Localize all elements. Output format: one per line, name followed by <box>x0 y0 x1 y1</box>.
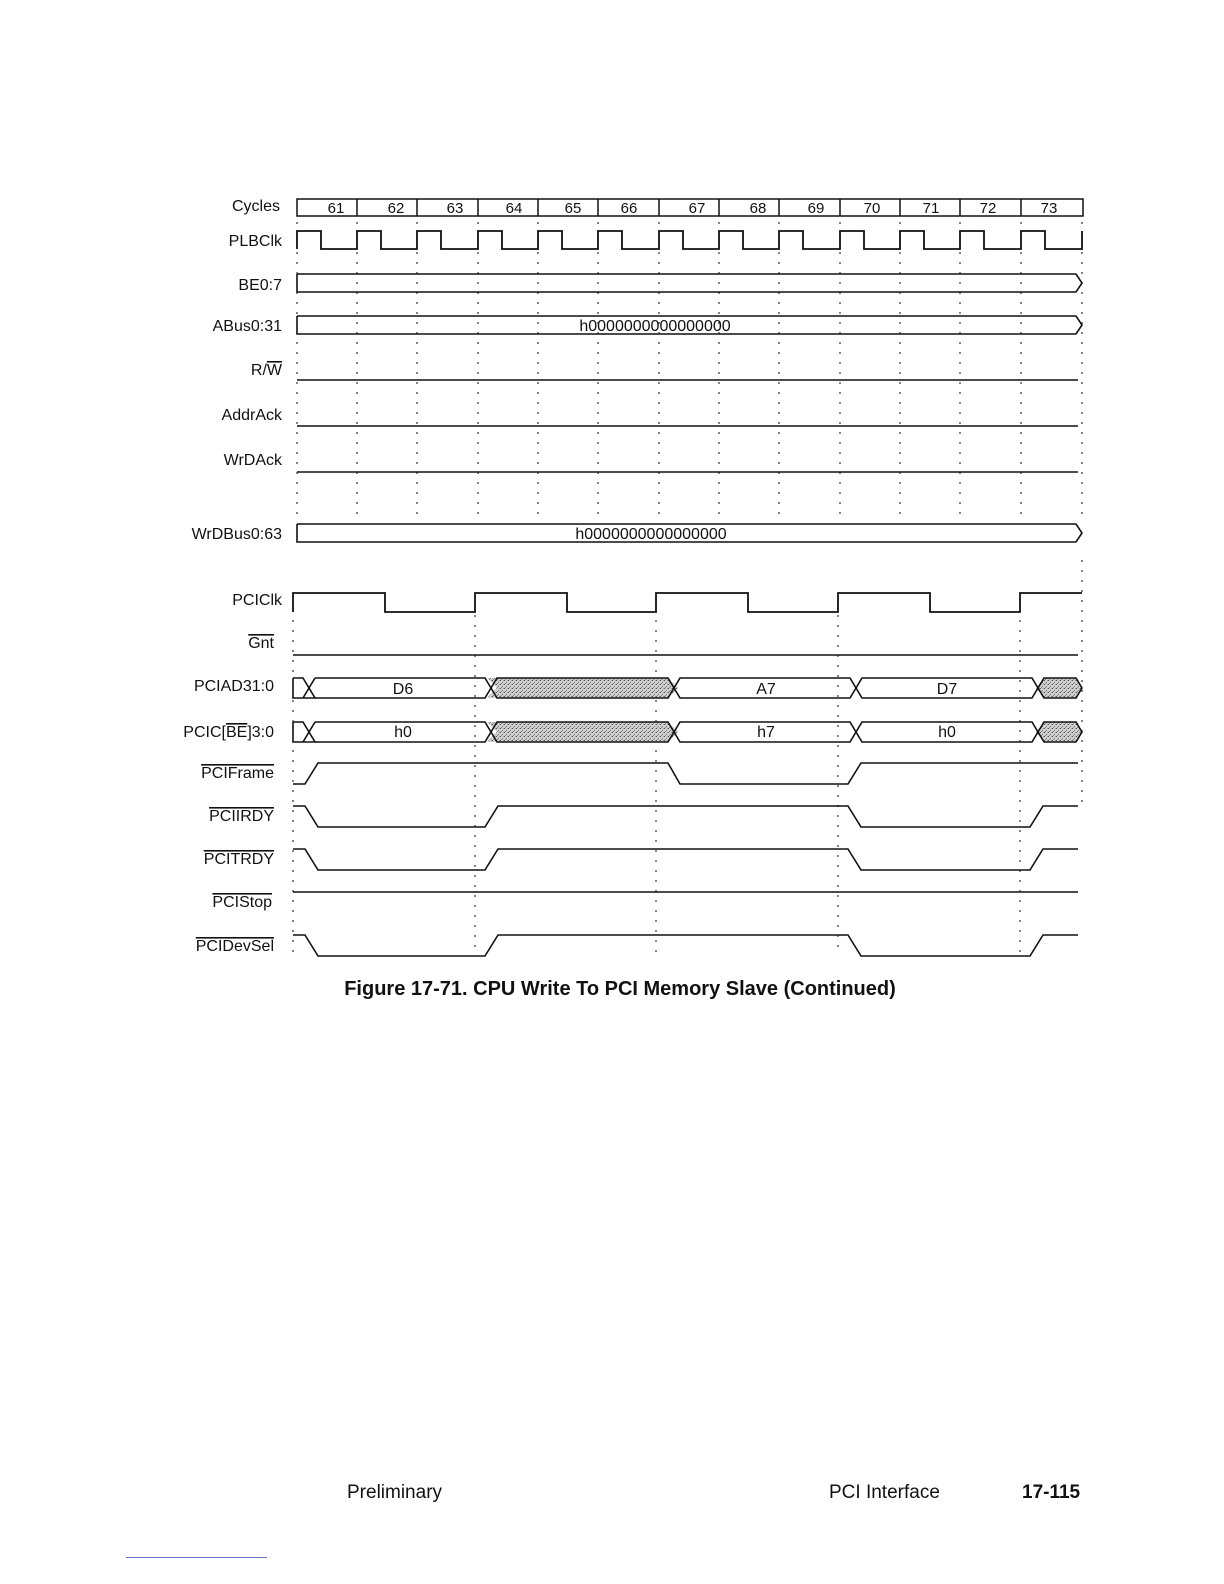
pciirdy-wave <box>293 806 1078 827</box>
wrdbus-bus <box>297 524 1082 543</box>
label-wrdack: WrDAck <box>223 452 282 469</box>
plbclk-wave <box>297 231 1082 249</box>
label-wrdbus: WrDBus0:63 <box>191 526 282 543</box>
plb-gridlines <box>297 222 1082 520</box>
label-pcistop: PCIStop <box>212 894 272 911</box>
cycles-row <box>297 199 1083 217</box>
label-pcitrdy: PCITRDY <box>203 851 274 868</box>
pciframe-wave <box>293 763 1078 784</box>
cycle-68: 68 <box>749 200 767 217</box>
be07-bus <box>297 274 1082 292</box>
cycle-69: 69 <box>807 200 825 217</box>
cycle-64: 64 <box>505 200 523 217</box>
cycle-62: 62 <box>387 200 405 217</box>
footer-section: PCI Interface <box>829 1482 940 1503</box>
label-pcicbe: PCIC[BE]3:0 <box>183 724 274 741</box>
label-pciclk: PCIClk <box>232 592 282 609</box>
pcicbe-bus <box>293 722 1082 742</box>
wrdbus-value: h0000000000000000 <box>575 526 727 543</box>
cycle-70: 70 <box>863 200 881 217</box>
label-be07: BE0:7 <box>238 277 282 294</box>
label-rw: R/W <box>250 362 282 379</box>
label-plbclk: PLBClk <box>228 233 282 250</box>
pcicbe-h7: h7 <box>757 724 775 741</box>
pciad-d7: D7 <box>936 681 958 698</box>
abus-bus <box>297 316 1082 335</box>
label-cycles: Cycles <box>231 198 280 215</box>
cycle-66: 66 <box>620 200 638 217</box>
cycle-65: 65 <box>564 200 582 217</box>
pciclk-wave <box>293 593 1082 612</box>
pci-gridlines <box>293 560 1082 955</box>
label-pciirdy: PCIIRDY <box>209 808 274 825</box>
plb-control-lines <box>297 380 1078 472</box>
label-abus: ABus0:31 <box>212 318 282 335</box>
footer-rule <box>126 1557 267 1558</box>
cycle-67: 67 <box>688 200 706 217</box>
cycle-71: 71 <box>922 200 940 217</box>
label-gnt: Gnt <box>248 635 274 652</box>
pcitrdy-wave <box>293 849 1078 870</box>
label-pcidevsel: PCIDevSel <box>195 938 274 955</box>
label-pciad: PCIAD31:0 <box>193 678 274 695</box>
footer-status: Preliminary <box>347 1482 443 1503</box>
label-pciframe: PCIFrame <box>201 765 274 782</box>
footer-page-number: 17-115 <box>1022 1482 1081 1503</box>
pcicbe-h0-b: h0 <box>938 724 956 741</box>
abus-value: h0000000000000000 <box>579 318 731 335</box>
cycle-72: 72 <box>979 200 997 217</box>
cycle-61: 61 <box>327 200 345 217</box>
figure-caption: Figure 17-71. CPU Write To PCI Memory Slave (Continued) <box>344 978 896 1000</box>
pciad-a7: A7 <box>756 681 776 698</box>
pciad-bus <box>293 678 1082 698</box>
label-addrack: AddrAck <box>221 407 282 424</box>
pciad-d6: D6 <box>392 681 414 698</box>
signal-labels <box>183 198 283 955</box>
pcicbe-h0-a: h0 <box>394 724 412 741</box>
cycle-73: 73 <box>1040 200 1058 217</box>
pcidevsel-wave <box>293 935 1078 956</box>
cycle-63: 63 <box>446 200 464 217</box>
